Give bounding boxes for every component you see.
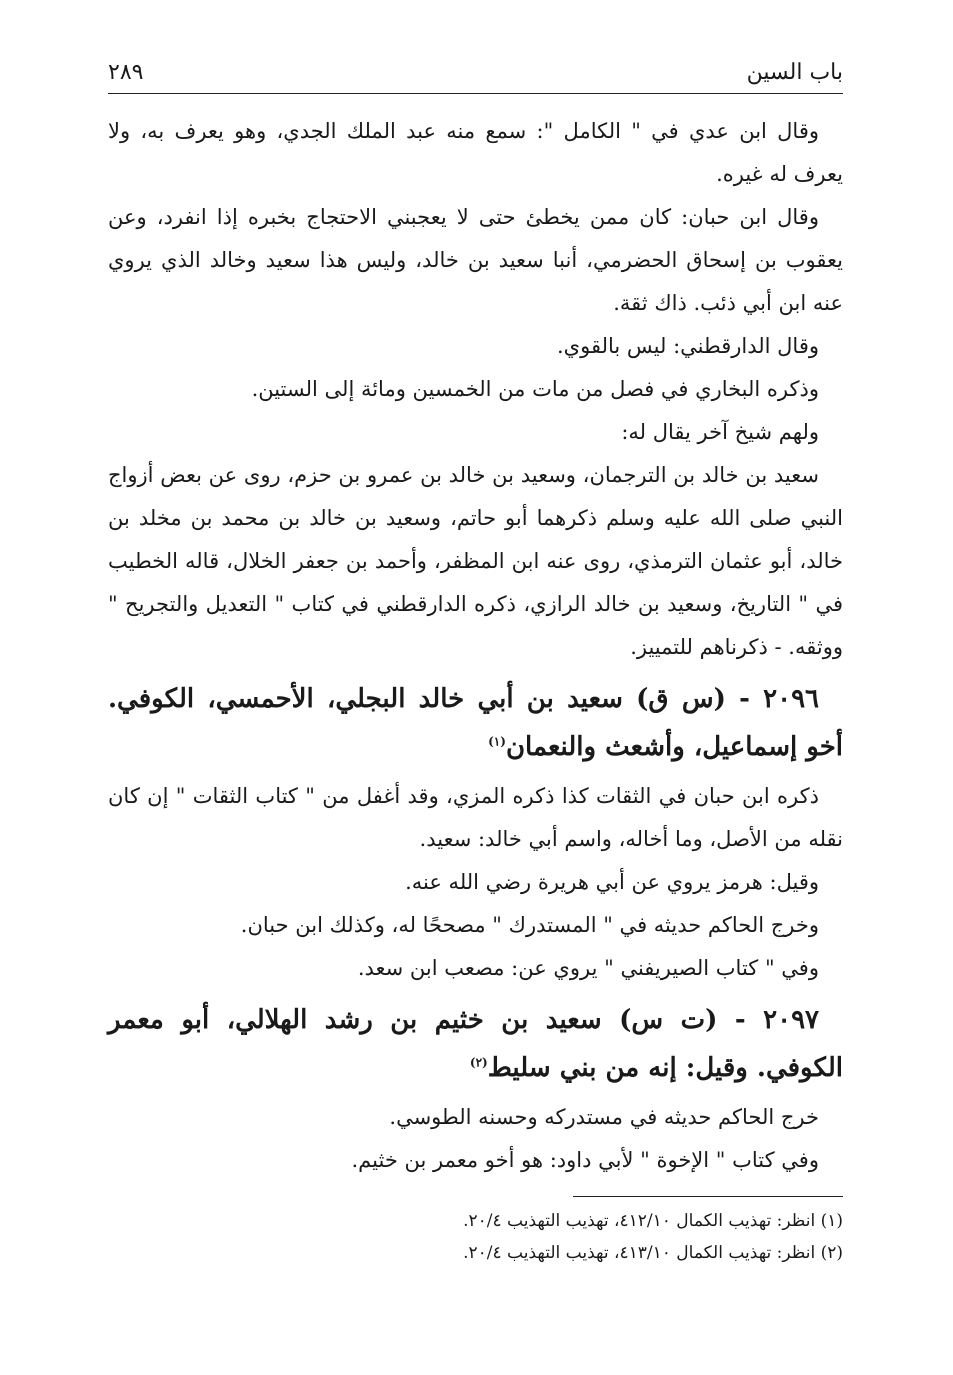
- page-body: [108, 110, 843, 1269]
- paragraph: وفي كتاب " الإخوة " لأبي داود: هو أخو معمر بن خثيم.: [351, 1148, 819, 1172]
- paragraph: وقال ابن حبان: كان ممن يخطئ حتى لا يعجبني الاحتجاج بخبره إذا انفرد، وعن يعقوب بن إسحاق الحضرمي، أنبا سعيد بن خالد، وليس هذا سعيد وخالد الذي يروي عنه ابن أبي ذئب. ذاك ثقة.: [108, 205, 843, 315]
- footnote: (٢) انظر: تهذيب الكمال ٤١٣/١٠، تهذيب التهذيب ٢٠/٤.: [463, 1243, 843, 1263]
- paragraph: وفي " كتاب الصيريفني " يروي عن: مصعب ابن سعد.: [357, 956, 819, 980]
- paragraph: خرج الحاكم حديثه في مستدركه وحسنه الطوسي.: [389, 1105, 819, 1129]
- running-head: باب السين: [746, 60, 843, 85]
- paragraph: وخرج الحاكم حديثه في " المستدرك " مصححًا له، وكذلك ابن حبان.: [240, 913, 819, 937]
- page-number: ٢٨٩: [108, 60, 144, 85]
- footnote-reference[interactable]: (٢): [469, 1055, 488, 1070]
- entry-heading-text: ٢٠٩٦ - (س ق) سعيد بن أبي خالد البجلي، الأحمسي، الكوفي. أخو إسماعيل، وأشعث والنعمان: [108, 684, 843, 762]
- paragraph: وقال الدارقطني: ليس بالقوي.: [556, 334, 819, 358]
- paragraph: ذكره ابن حبان في الثقات كذا ذكره المزي، وقد أغفل من " كتاب الثقات " إن كان نقله من الأصل، وما أخاله، واسم أبي خالد: سعيد.: [108, 784, 843, 851]
- paragraph: سعيد بن خالد بن الترجمان، وسعيد بن خالد بن عمرو بن حزم، روى عن بعض أزواج النبي صلى الله عليه وسلم ذكرهما أبو حاتم، وسعيد بن خالد بن محمد بن مخلد بن خالد، أبو عثمان الترمذي، روى عنه ابن المظفر، وأحمد بن جعفر الخلال، قاله الخطيب في " التاريخ، وسعيد بن خالد الرازي، ذكره الدارقطني في كتاب " التعديل والتجريح " ووثقه. - ذكرناهم للتمييز.: [108, 463, 843, 659]
- paragraph: وقال ابن عدي في " الكامل ": سمع منه عبد الملك الجدي، وهو يعرف به، ولا يعرف له غيره.: [108, 119, 843, 186]
- footnote-reference[interactable]: (١): [488, 734, 506, 749]
- entry-heading-2096: [108, 675, 843, 771]
- paragraph: وقيل: هرمز يروي عن أبي هريرة رضي الله عنه.: [405, 870, 819, 894]
- paragraph: ولهم شيخ آخر يقال له:: [621, 420, 819, 444]
- entry-heading-text: ٢٠٩٧ - (ت س) سعيد بن خثيم بن رشد الهلالي، أبو معمر الكوفي. وقيل: إنه من بني سليط: [108, 1005, 843, 1083]
- footnote-divider: [573, 1196, 843, 1197]
- page-header: [108, 44, 843, 94]
- footnote: (١) انظر: تهذيب الكمال ٤١٢/١٠، تهذيب التهذيب ٢٠/٤.: [463, 1211, 843, 1231]
- entry-heading-2097: [108, 996, 843, 1092]
- paragraph: وذكره البخاري في فصل من مات من الخمسين ومائة إلى الستين.: [251, 377, 819, 401]
